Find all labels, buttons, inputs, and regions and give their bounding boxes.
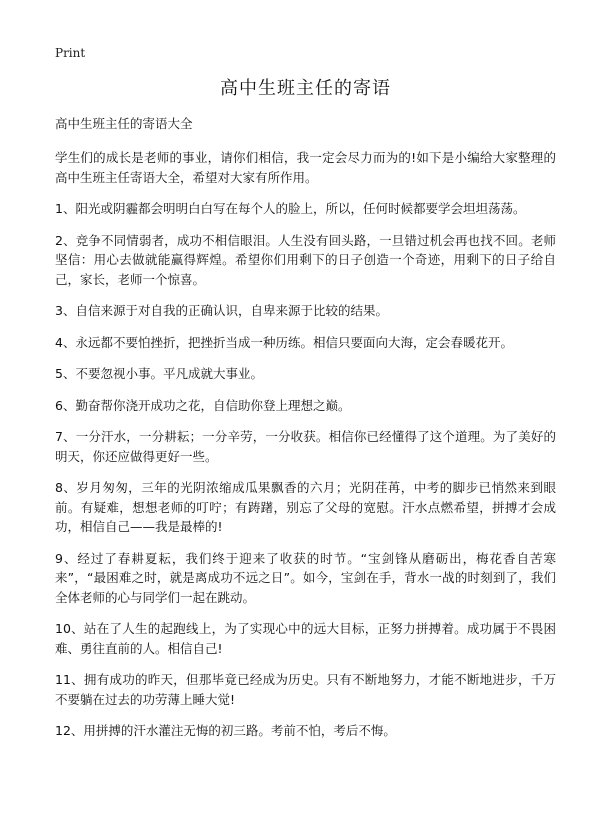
list-item: 1、阳光或阴霾都会明明白白写在每个人的脸上，所以，任何时候都要学会坦坦荡荡。 (55, 201, 526, 216)
list-item: 11、拥有成功的昨天，但那毕竟已经成为历史。只有不断地努力，才能不断地进步，千万不要躺在过去的功劳薄上睡大觉! (55, 672, 556, 707)
list-item: 7、一分汗水，一分耕耘；一分辛劳，一分收获。相信你已经懂得了这个道理。为了美好的明天，你还应做得更好一些。 (55, 429, 556, 464)
list-item: 8、岁月匆匆，三年的光阴浓缩成瓜果飘香的六月；光阴荏苒，中考的脚步已悄然来到眼前。有疑难，想想老师的叮咛；有踌躇，别忘了父母的宽慰。汗水点燃希望，拼搏才会成功，相信自己——我是最棒的! (55, 480, 556, 534)
intro-paragraph: 学生们的成长是老师的事业，请你们相信，我一定会尽力而为的!如下是小编给大家整理的高中生班主任寄语大全，希望对大家有所作用。 (55, 150, 556, 185)
list-item: 6、勤奋帮你浇开成功之花，自信助你登上理想之巅。 (55, 397, 351, 413)
list-item: 5、不要忽视小事。平凡成就大事业。 (55, 366, 263, 381)
list-item: 2、竞争不同情弱者，成功不相信眼泪。人生没有回头路，一旦错过机会再也找不回。老师坚信：用心去做就能赢得辉煌。希望你们用剩下的日子创造一个奇迹，用剩下的日子给自己，家长，老师一个惊喜。 (55, 232, 556, 287)
list-item: 10、站在了人生的起跑线上，为了实现心中的远大目标，正努力拼搏着。成功属于不畏困难、勇往直前的人。相信自己! (55, 621, 556, 656)
subtitle: 高中生班主任的寄语大全 (55, 116, 193, 131)
list-item: 4、永远都不要怕挫折，把挫折当成一种历练。相信只要面向大海，定会春暖花开。 (55, 334, 513, 350)
list-item: 9、经过了春耕夏耘，我们终于迎来了收获的时节。“宝剑锋从磨砺出，梅花香自苦寒来”，“最困难之时，就是离成功不远之日”。如今，宝剑在手，背水一战的时刻到了，我们全体老师的心与同学们一起在跳动。 (55, 550, 556, 605)
list-item: 12、用拼搏的汗水灌注无悔的初三路。考前不怕，考后不悔。 (55, 723, 396, 738)
list-item: 3、自信来源于对自我的正确认识，自卑来源于比较的结果。 (55, 303, 388, 318)
print-label[interactable]: Print (55, 46, 86, 60)
page-title: 高中生班主任的寄语 (220, 78, 391, 99)
